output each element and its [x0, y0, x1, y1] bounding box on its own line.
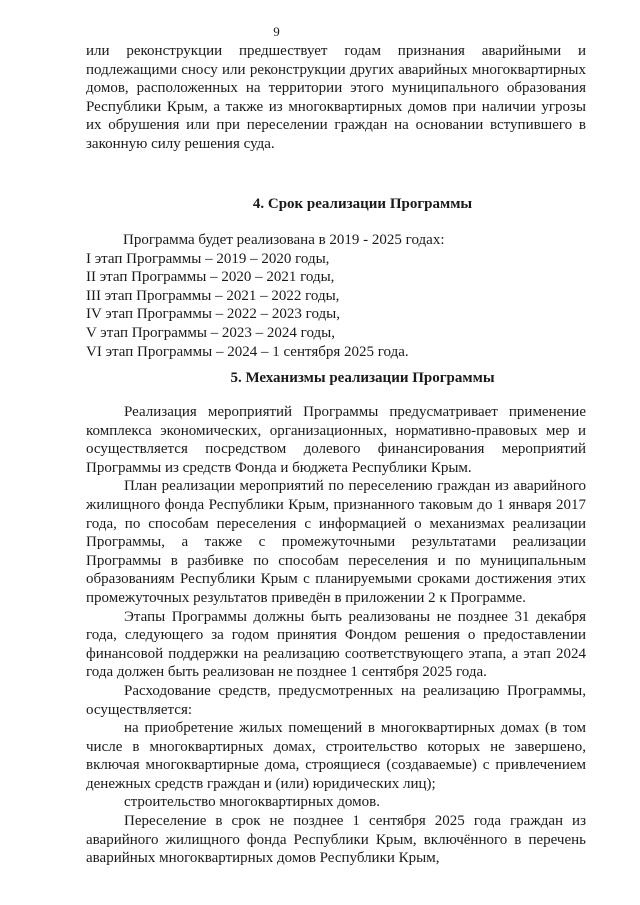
- stage-4: IV этап Программы – 2022 – 2023 годы,: [86, 306, 340, 323]
- stage-6: VI этап Программы – 2024 – 1 сентября 2025 года.: [86, 343, 409, 360]
- paragraph-stages-deadline: Этапы Программы должны быть реализованы не позднее 31 декабря года, следующего за годом принятия Фондом решения о предоставлении финансовой поддержки на реализацию соответствующего этапа, а этап 2024 года должен быть реализован не позднее 1 сентября 2025 года.: [86, 608, 586, 681]
- paragraph-resettlement: Переселение в срок не позднее 1 сентября 2025 года граждан из аварийного жилищного фонда Республики Крым, включённого в перечень аварийных многоквартирных домов Республики Крым,: [86, 813, 586, 867]
- paragraph-acquisition: на приобретение жилых помещений в многоквартирных домах (в том числе в многоквартирных домах, строительство которых не завершено, включая многоквартирные дома, строящиеся (создаваемые) с привлечением денежных средств граждан и (или) юридических лиц);: [86, 720, 586, 792]
- stage-1: I этап Программы – 2019 – 2020 годы,: [86, 250, 330, 267]
- stage-3: III этап Программы – 2021 – 2022 годы,: [86, 287, 340, 304]
- program-stages: [86, 231, 586, 361]
- section-5-heading: 5. Механизмы реализации Программы: [230, 370, 495, 386]
- paragraph-spending: Расходование средств, предусмотренных на реализацию Программы, осуществляется:: [86, 682, 586, 718]
- section-5-body: [86, 403, 586, 868]
- section-4-heading: 4. Срок реализации Программы: [252, 196, 473, 212]
- intro-paragraph: или реконструкции предшествует годам признания аварийными и подлежащими сносу или реконструкции других аварийных многоквартирных домов, расположенных на территории этого муниципального образования Республики Крым, а также из многоквартирных домов при наличии угрозы их обрушения или при переселении граждан на основании вступившего в законную силу решения суда.: [86, 43, 586, 152]
- paragraph-plan: План реализации мероприятий по переселению граждан из аварийного жилищного фонда Республики Крым, признанного таковым до 1 января 2017 года, по способам переселения с информацией о механизмах реализации Программы, а также с промежуточными результатами реализации Программы в разбивке по способам переселения и по муниципальным образованиям Республики Крым с планируемыми сроками достижения этих промежуточных результатов приведён в приложении 2 к Программе.: [86, 478, 586, 606]
- stage-2: II этап Программы – 2020 – 2021 годы,: [86, 269, 335, 286]
- stages-lead: Программа будет реализована в 2019 - 2025 годах:: [123, 232, 445, 248]
- stage-5: V этап Программы – 2023 – 2024 годы,: [86, 324, 335, 341]
- paragraph-mechanisms: Реализация мероприятий Программы предусматривает применение комплекса экономических, организационных, нормативно-правовых мер и осуществляется посредством долевого финансирования мероприятий Программы из средств Фонда и бюджета Республики Крым.: [86, 404, 586, 476]
- paragraph-construction: строительство многоквартирных домов.: [124, 794, 380, 811]
- page-number: 9: [273, 24, 280, 39]
